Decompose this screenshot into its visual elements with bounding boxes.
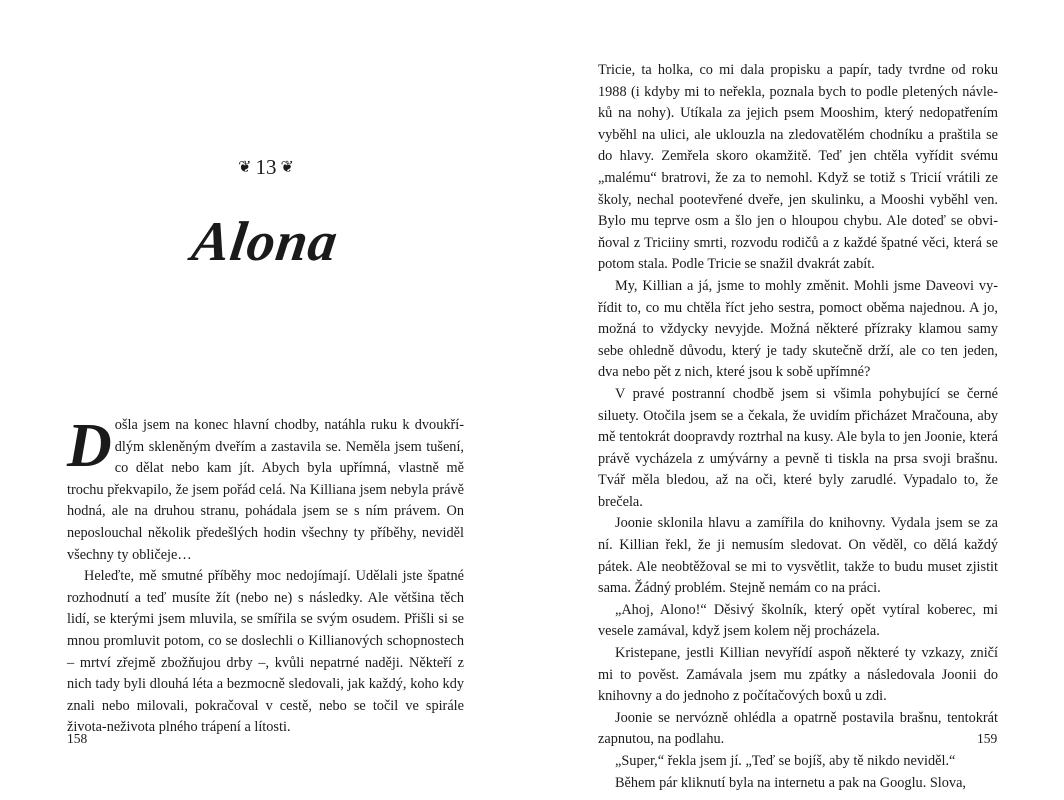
chapter-number-text: 13	[255, 155, 277, 179]
paragraph	[67, 412, 464, 566]
paragraph: „Super,“ řekla jsem jí. „Teď se bojíš, aby tě nikdo neviděl.“	[615, 753, 956, 769]
ornament-left-icon: ❦	[238, 159, 252, 176]
paragraph: „Ahoj, Alono!“ Děsivý školník, který opět vytíral koberec, mi vesele zamával, když jsem kolem něj procházela.	[598, 601, 998, 640]
chapter-number	[228, 153, 304, 182]
paragraph: V pravé postranní chodbě jsem si všimla pohybující se černé siluety. Otočila jsem se a čekala, že uvidím přicházet Mračouna, aby mě tentokrát doopravdy roztrhal na kusy. Ale byla to jen Joonie, která právě vycházela z umývárny a pevně ti tiskla na prsa svoji brašnu. Tvář měla bledou, až na oči, které byly zarudlé. Vypadalo to, že brečela.	[598, 385, 998, 510]
paragraph: Tricie, ta holka, co mi dala propisku a papír, tady tvrdne od roku 1988 (i kdyby mi to neřekla, poznala bych to podle pletených návleků na nohy). Utíkala za jejich psem Mooshim, který nedopatřením vyběhl na ulici, ale uklouzla na zledovatělém chodníku a praštila se do hlavy. Zemřela skoro okamžitě. Teď jen chtěla vyřídit svému „malému“ bratrovi, že za to nemohl. Když se totiž s Tricií vrátili ze školy, nechal pootevřené dveře, jen skulinku, a Mooshi vyběhl ven. Bylo mu teprve osm a šlo jen o hloupou chybu. Ale doteď se obviňoval z Triciiny smrti, rozvodu rodičů a z každé špatné věci, která se potom stala. Podle Tricie se snažil dvakrát zabít.	[598, 62, 998, 273]
paragraph: Joonie sklonila hlavu a zamířila do knihovny. Vydala jsem se za ní. Killian řekl, že ji nemusím sledovat. On věděl, co dělá každý pátek. Ale neobtěžoval se mi to vysvětlit, takže to budu muset zjistit sama. Žádný problém. Stejně nemám co na práci.	[598, 515, 998, 597]
drop-cap: D	[67, 412, 112, 480]
page-number-left: 158	[67, 731, 88, 746]
paragraph: Joonie se nervózně ohlédla a opatrně postavila brašnu, tentokrát zapnutou, na podlahu.	[598, 709, 998, 748]
paragraph: Během pár kliknutí byla na internetu a pak na Googlu. Slova,	[615, 774, 966, 791]
right-page	[532, 0, 1064, 800]
paragraph: Kristepane, jestli Killian nevyřídí aspoň některé ty vzkazy, zničí mi to pověst. Zamávala jsem mu zpátky a následovala Joonii do knihovny a do jednoho z počítačových boxů u zdi.	[598, 645, 998, 705]
paragraph: My, Killian a já, jsme to mohly změnit. Mohli jsme Daveovi vyřídit to, co mu chtěla říct jeho sestra, pomoct oběma najednou. A jo, možná to vždycky nevyjde. Možná některé přízraky klamou samy sebe ohledně důvodu, který je tady skutečně drží, ale co ten jeden, dva nebo pět z nich, které jsou k sobě upřímné?	[598, 277, 998, 381]
paragraph-text: ošla jsem na konec hlavní chodby, natáhla ruku k dvoukřídlým skleněným dveřím a zastavila se. Neměla jsem tušení, co dělat nebo kam jít. Abych byla upřímná, vlastně mě trochu překvapilo, že jsem pořád celá. Na Killiana jsem nebyla právě hodná, ale na druhou stranu, pohádala jsem se s ním právem. On neposlouchal několik předešlých hodin všechny ty příběhy, neviděl všechny ty obličeje…	[67, 417, 464, 563]
ornament-right-icon: ❦	[280, 159, 294, 176]
left-body-text	[67, 412, 464, 739]
page-number-right: 159	[977, 731, 998, 746]
paragraph: Heleďte, mě smutné příběhy moc nedojímají. Udělali jste špatné rozhodnutí a teď musíte žít (nebo ne) s následky. Ale většina těch lidí, se kterými jsem mluvila, se smířila se svým osudem. Přišli si se mnou promluvit potom, co se doslechli o Killianových schopnostech – mrtví zřejmě zbožňujou drby –, kvůli nepatrné naději. Někteří z nich tady byli dlouhá léta a bezmocně sledovali, jak každý, koho kdy znali nebo milovali, pokračoval v cestě, nebo se točil ve spirále života-neživota plného trápení a lítosti.	[67, 568, 464, 736]
chapter-title: Alona	[188, 211, 342, 273]
right-body-text	[598, 60, 998, 794]
